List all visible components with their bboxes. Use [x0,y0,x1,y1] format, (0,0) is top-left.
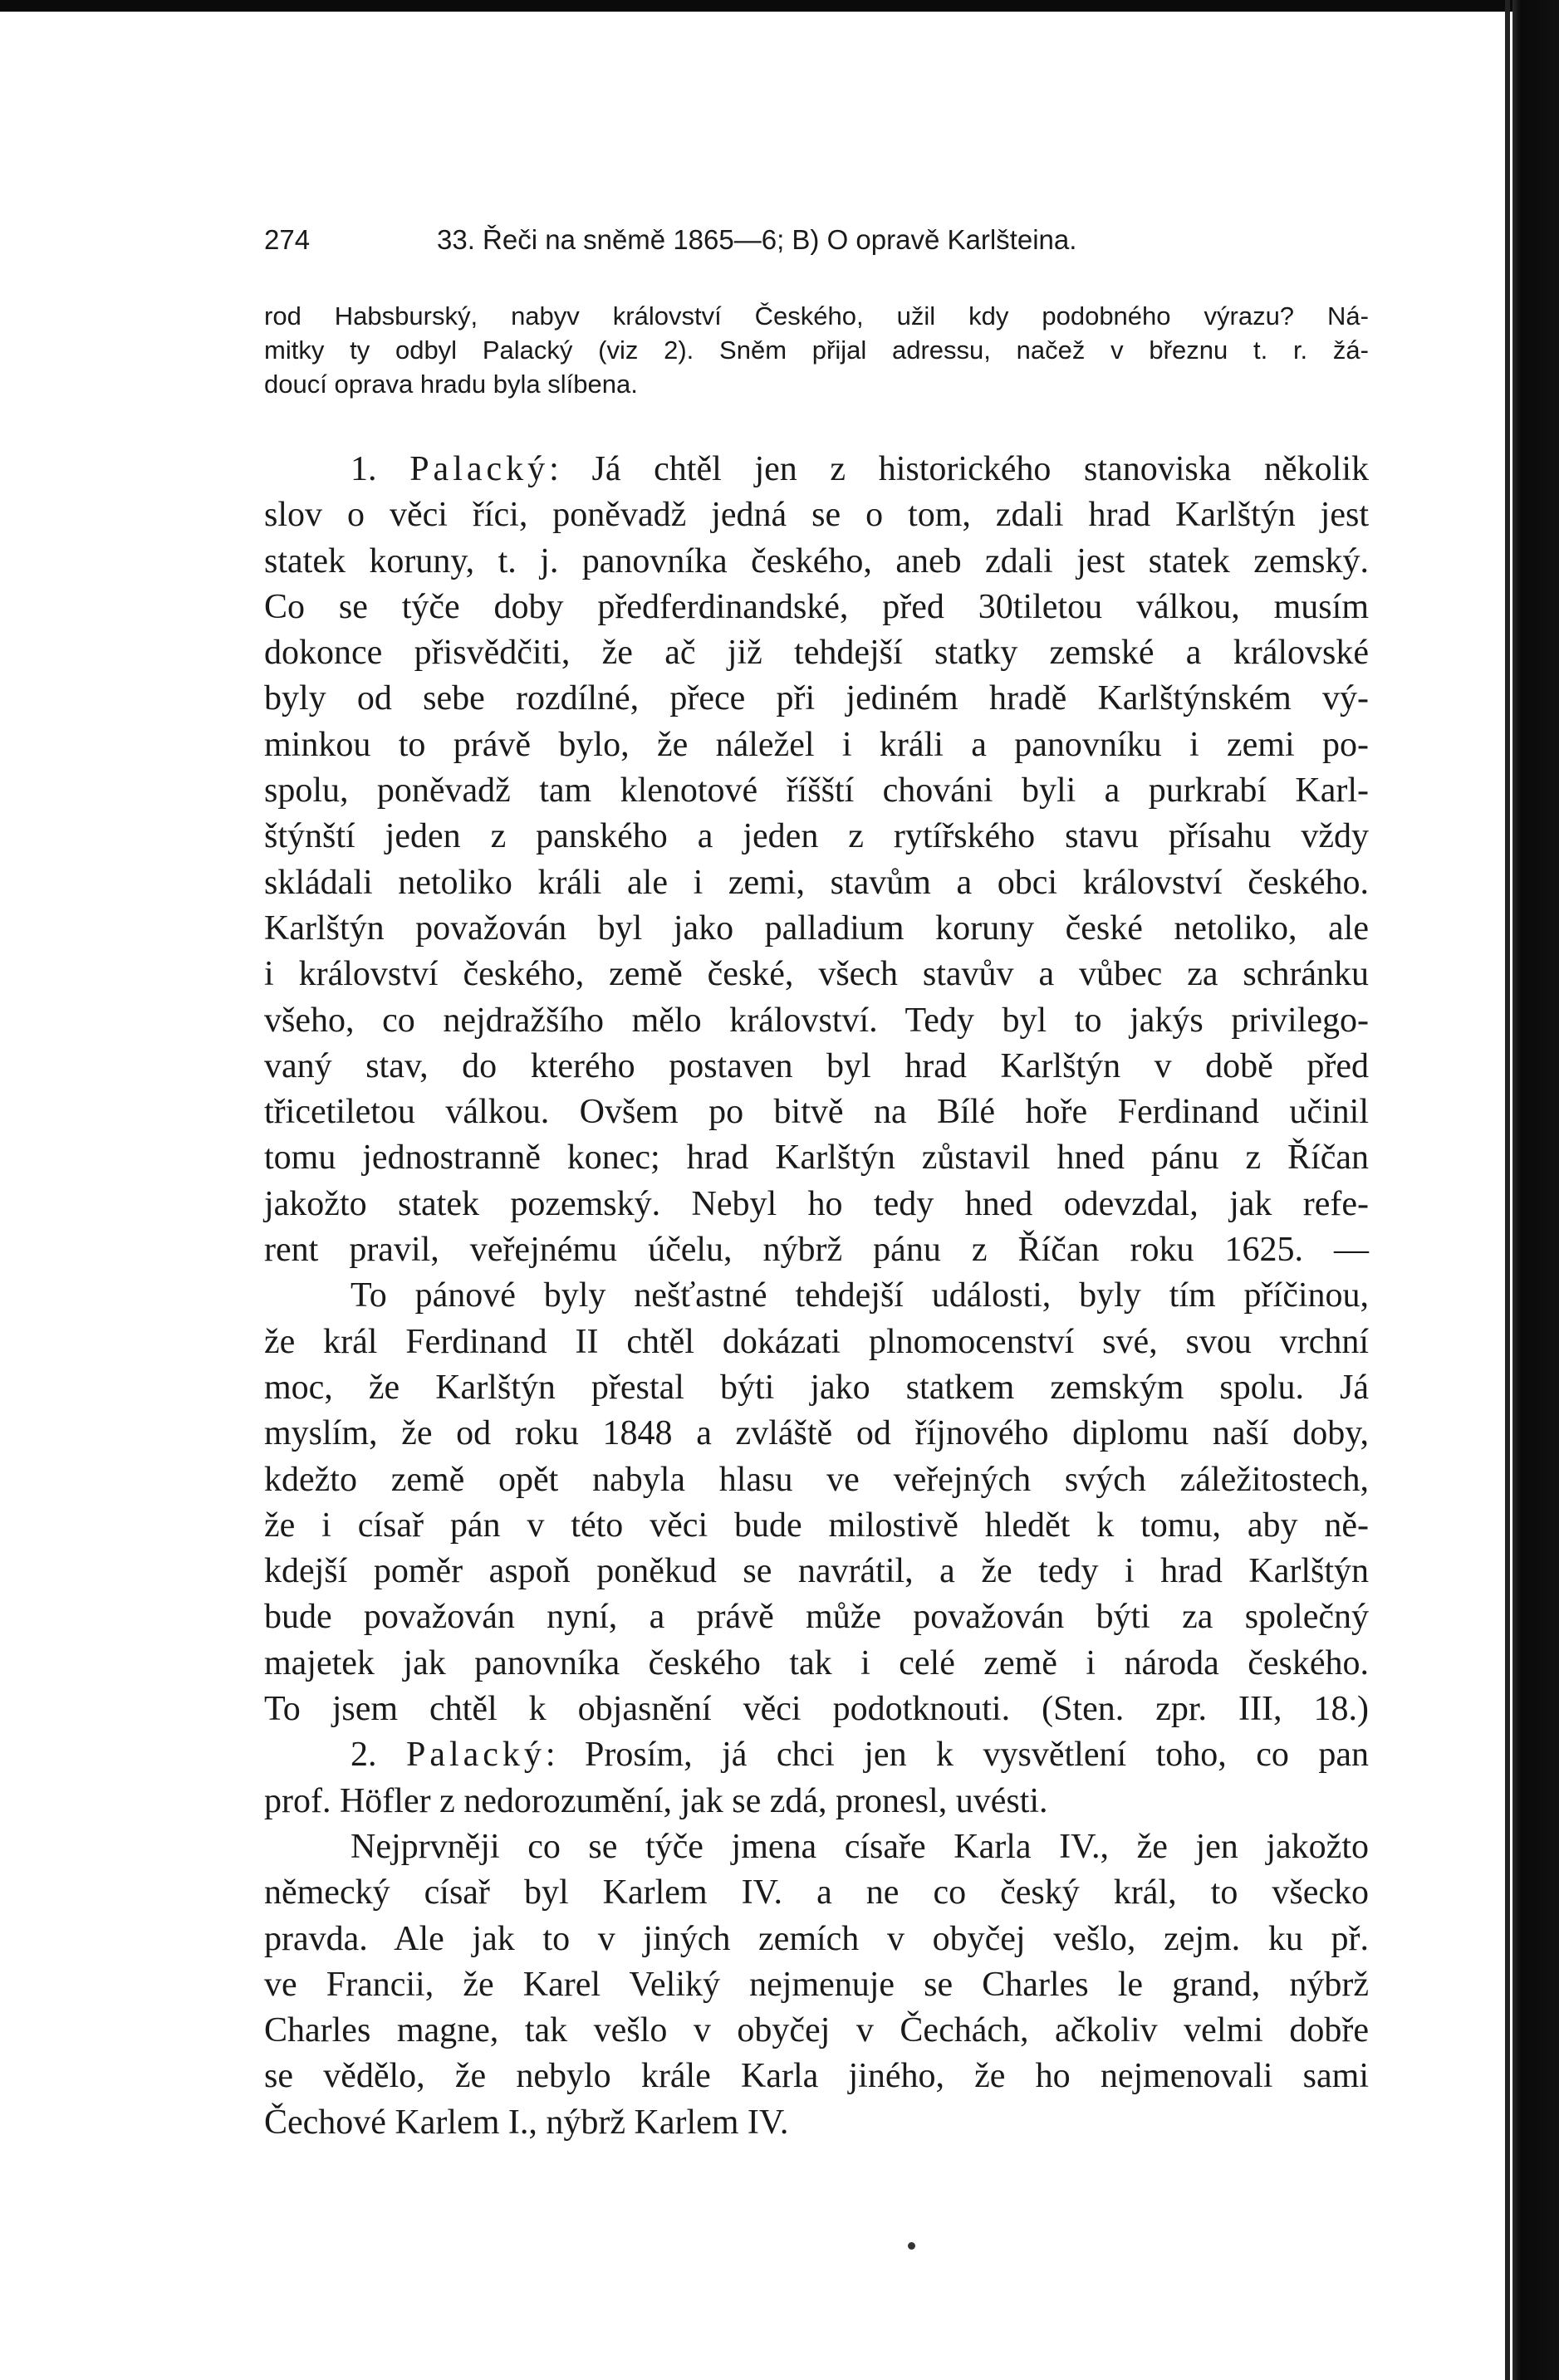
speaker-name: Palacký [405,1736,546,1775]
speaker-name: Palacký [409,450,550,488]
text-line: Nejprvněji co se týče jmena císaře Karla IV., že jen jakožto [351,1827,1369,1866]
text-line: statek koruny, t. j. panovníka českého, aneb zdali jest statek zemský. [264,541,1369,580]
text-line: myslím, že od roku 1848 a zvláště od říjnového diplomu naší doby, [264,1414,1369,1453]
text-line: majetek jak panovníka českého tak i celé země i národa českého. [264,1643,1369,1682]
text-run: : Prosím, já chci jen k vysvětlení toho, co pan [545,1736,1369,1775]
text-line: kdejší poměr aspoň poněkud se navrátil, a že tedy i hrad Karlštýn [264,1552,1369,1591]
speech-1-first-line [264,447,1369,492]
text-line: byly od sebe rozdílné, přece při jediném hradě Karlštýnském vý- [264,679,1369,718]
text-line: že i císař pán v této věci bude milostivě hledět k tomu, aby ně- [264,1506,1369,1545]
text-line: bude považován nyní, a právě může považován býti za společný [264,1598,1369,1637]
text-line: kdežto země opět nabyla hlasu ve veřejných svých záležitostech, [264,1460,1369,1499]
text-line: spolu, poněvadž tam klenotové říšští chováni byli a purkrabí Karl- [264,771,1369,810]
text-line: i království českého, země české, všech stavův a vůbec za schránku [264,955,1369,994]
text-line: rent pravil, veřejnému účelu, nýbrž pánu z Říčan roku 1625. — [264,1231,1369,1270]
text-line: pravda. Ale jak to v jiných zemích v obyčej vešlo, zejm. ku př. [264,1919,1369,1958]
note-line: rod Habsburský, nabyv království Českého, užil kdy podobného výrazu? Ná- [264,301,1369,331]
text-line: Co se týče doby předferdinandské, před 30tiletou válkou, musím [264,587,1369,626]
text-line: To pánové byly nešťastné tehdejší události, byly tím příčinou, [351,1276,1369,1315]
text-line: ve Francii, že Karel Veliký nejmenuje se Charles le grand, nýbrž [264,1965,1369,2004]
text-line: To jsem chtěl k objasnění věci podotknouti. (Sten. zpr. III, 18.) [264,1690,1369,1729]
page-mark-dot [908,2242,915,2250]
text-line: německý císař byl Karlem IV. a ne co český král, to všecko [264,1873,1369,1912]
text-line: skládali netoliko králi ale i zemi, stavům a obci království českého. [264,863,1369,902]
speech-number: 1. [351,450,377,488]
text-line: že král Ferdinand II chtěl dokázati plnomocenství své, svou vrchní [264,1322,1369,1361]
text-line: dokonce přisvědčiti, že ač již tehdejší statky zemské a královské [264,634,1369,673]
main-text [264,447,1369,2146]
page-number: 274 [264,224,311,255]
text-line: třicetiletou válkou. Ovšem po bitvě na Bílé hoře Ferdinand učinil [264,1093,1369,1132]
text-line: Charles magne, tak vešlo v obyčej v Čechách, ačkoliv velmi dobře [264,2011,1369,2050]
scan-right-border [1512,0,1559,2380]
text-line: moc, že Karlštýn přestal býti jako statkem zemským spolu. Já [264,1368,1369,1407]
speech-number: 2. [351,1736,377,1775]
text-line: štýnští jeden z panského a jeden z rytířského stavu přísahu vždy [264,817,1369,856]
scan-gutter-line [1505,0,1510,2380]
text-line: slov o věci říci, poněvadž jedná se o tom, zdali hrad Karlštýn jest [264,496,1369,535]
text-line: Čechové Karlem I., nýbrž Karlem IV. [264,2103,789,2142]
text-line: minkou to právě bylo, že náležel i králi a panovníku i zemi po- [264,725,1369,764]
text-line: jakožto statek pozemský. Nebyl ho tedy hned odevzdal, jak refe- [264,1184,1369,1223]
running-head [264,224,1369,256]
text-line: se vědělo, že nebylo krále Karla jiného, že ho nejmenovali sami [264,2057,1369,2096]
editorial-note [264,299,1369,401]
note-line: mitky ty odbyl Palacký (viz 2). Sněm přijal adressu, načež v březnu t. r. žá- [264,335,1369,365]
text-line: Karlštýn považován byl jako palladium koruny české netoliko, ale [264,908,1369,948]
chapter-title: 33. Řeči na sněmě 1865—6; B) O opravě Karlšteina. [437,224,1077,255]
note-line: doucí oprava hradu byla slíbena. [264,370,638,399]
speech-2-first-line [264,1732,1369,1778]
text-line: prof. Höfler z nedorozumění, jak se zdá, pronesl, uvésti. [264,1781,1048,1820]
text-run: : Já chtěl jen z historického stanoviska několik [549,450,1370,488]
text-line: všeho, co nejdražšího mělo království. Tedy byl to jakýs privilego- [264,1001,1369,1040]
text-line: vaný stav, do kterého postaven byl hrad Karlštýn v době před [264,1046,1369,1085]
text-line: tomu jednostranně konec; hrad Karlštýn zůstavil hned pánu z Říčan [264,1139,1369,1178]
